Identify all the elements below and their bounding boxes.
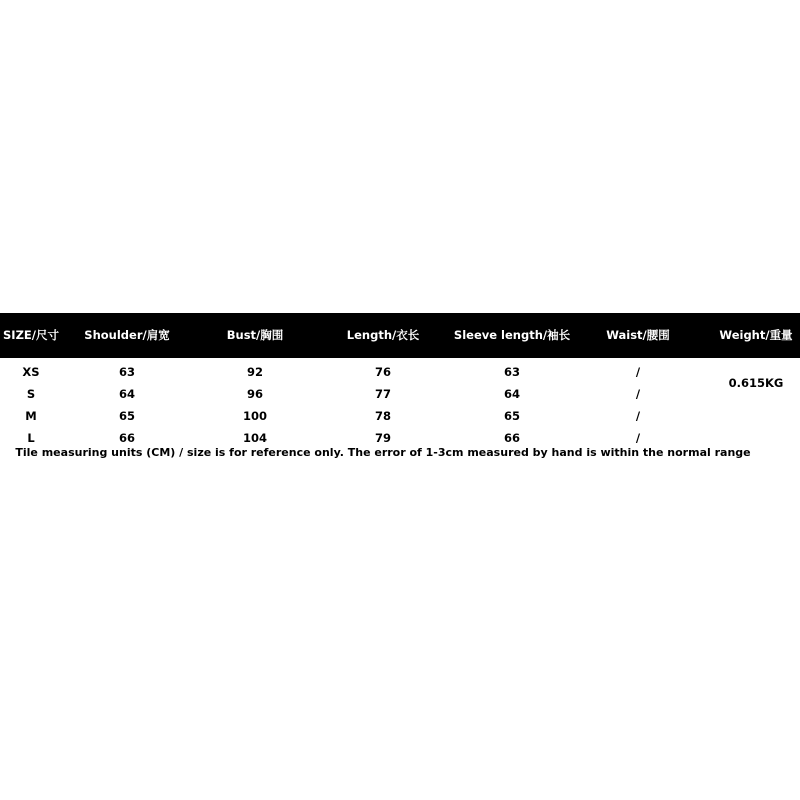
waist-cell: / <box>635 409 641 423</box>
shoulder-cell: 63 <box>118 365 136 379</box>
waist-cell: / <box>635 387 641 401</box>
length-cell: 77 <box>374 387 392 401</box>
bust-cell: 100 <box>242 409 268 423</box>
header-length: Length/衣长 <box>346 328 420 342</box>
sleeve-length-cell: 64 <box>503 387 521 401</box>
header-size: SIZE/尺寸 <box>3 328 59 342</box>
size-cell: XS <box>22 365 40 379</box>
sleeve-length-cell: 65 <box>503 409 521 423</box>
header-waist: Waist/腰围 <box>606 328 670 342</box>
header-shoulder: Shoulder/肩宽 <box>84 328 170 342</box>
bust-cell: 104 <box>242 431 268 445</box>
waist-cell: / <box>635 365 641 379</box>
table-row <box>0 383 800 405</box>
size-cell: S <box>26 387 36 401</box>
shoulder-cell: 66 <box>118 431 136 445</box>
size-cell: M <box>25 409 37 423</box>
bust-cell: 92 <box>246 365 264 379</box>
bust-cell: 96 <box>246 387 264 401</box>
size-chart-table <box>0 313 800 449</box>
length-cell: 79 <box>374 431 392 445</box>
header-bust: Bust/胸围 <box>226 328 284 342</box>
shoulder-cell: 64 <box>118 387 136 401</box>
sleeve-length-cell: 66 <box>503 431 521 445</box>
table-header-row <box>0 313 800 358</box>
table-row <box>0 405 800 427</box>
header-weight: Weight/重量 <box>719 328 793 342</box>
weight-value: 0.615KG <box>728 376 784 390</box>
length-cell: 76 <box>374 365 392 379</box>
measurement-note: Tile measuring units (CM) / size is for reference only. The error of 1-3cm measured by hand is within the normal range <box>15 446 751 459</box>
length-cell: 78 <box>374 409 392 423</box>
header-sleeve-length: Sleeve length/袖长 <box>453 328 571 342</box>
table-row <box>0 361 800 383</box>
waist-cell: / <box>635 431 641 445</box>
size-cell: L <box>27 431 35 445</box>
shoulder-cell: 65 <box>118 409 136 423</box>
sleeve-length-cell: 63 <box>503 365 521 379</box>
